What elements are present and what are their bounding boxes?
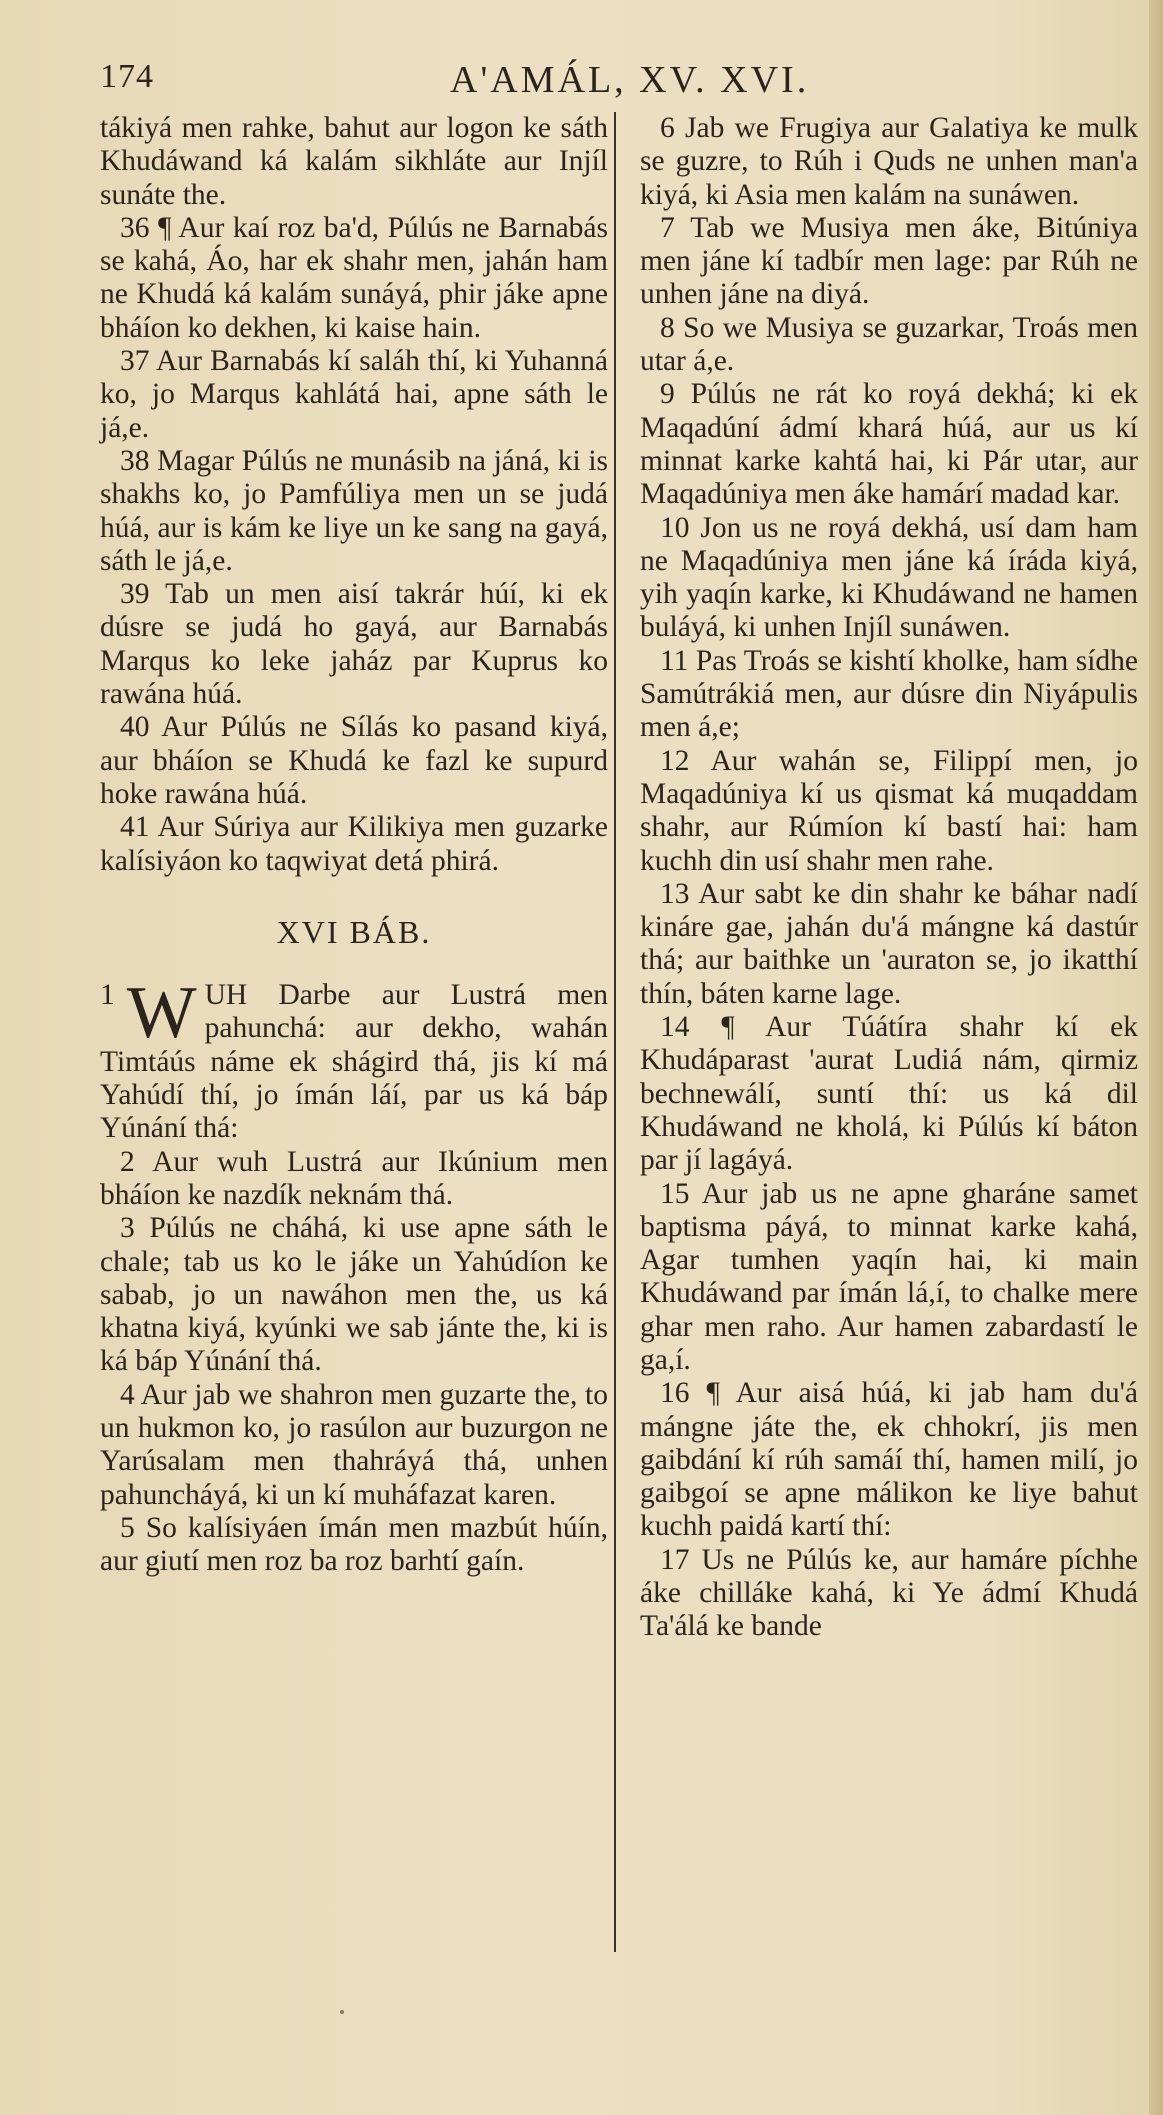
verse: 5 So kalísiyáen ímán men mazbút húín, aur giutí men roz ba roz barhtí gaín. bbox=[100, 1511, 608, 1578]
verse: 16 ¶ Aur aisá húá, ki jab ham du'á mángne játe the, ek chhokrí, jis men gaibdání kí rúh samáí thí, hamen milí, jo gaibgoí se apne málikon ke liye bahut kuchh paidá kartí thí: bbox=[640, 1377, 1138, 1543]
page-header bbox=[100, 58, 1130, 108]
left-column bbox=[100, 112, 608, 1578]
chapter-heading: XVI BÁB. bbox=[276, 913, 432, 950]
verse: 2 Aur wuh Lustrá aur Ikúnium men bháíon ke nazdík neknám thá. bbox=[100, 1145, 608, 1211]
page-number: 174 bbox=[100, 58, 154, 95]
verse: 11 Pas Troás se kishtí kholke, ham sídhe Samútrákiá men, aur dúsre din Niyápulis men á,e; bbox=[640, 644, 1138, 744]
running-title: A'AMÁL, XV. XVI. bbox=[450, 59, 810, 101]
verse: 36 ¶ Aur kaí roz ba'd, Púlús ne Barnabás se kahá, Áo, har ek shahr men, jahán ham ne Khudá ká kalám sunáyá, phir jáke apne bháíon ko dekhen, ki kaise hain. bbox=[100, 211, 608, 344]
verse: 7 Tab we Musiya men áke, Bitúniya men jáne kí tadbír men lage: par Rúh ne unhen jáne na diyá. bbox=[640, 211, 1138, 311]
verse: 17 Us ne Púlús ke, aur hamáre píchhe áke chilláke kahá, ki Ye ádmí Khudá Ta'álá ke bande bbox=[640, 1543, 1138, 1643]
verse: 6 Jab we Frugiya aur Galatiya ke mulk se guzre, to Rúh i Quds ne unhen man'a kiyá, ki Asia men kalám na sunáwen. bbox=[640, 112, 1138, 211]
first-verse bbox=[100, 972, 608, 1145]
verse: 12 Aur wahán se, Filippí men, jo Maqadúniya kí us qismat ká muqaddam shahr, aur Rúmíon kí bastí hai: ham kuchh din usí shahr men rahe. bbox=[640, 744, 1138, 877]
verse: 37 Aur Barnabás kí saláh thí, ki Yuhanná ko, jo Marqus kahlátá hai, apne sáth le já,e. bbox=[100, 345, 608, 444]
verse: 4 Aur jab we shahron men guzarte the, to un hukmon ko, jo rasúlon aur buzurgon ne Yarúsalam men thahráyá thá, unhen pahuncháyá, ki un kí muháfazat karen. bbox=[100, 1378, 608, 1511]
verse: 38 Magar Púlús ne munásib na jáná, ki is shakhs ko, jo Pamfúliya men un se judá húá, aur is kám ke liye un ke sang na gayá, sáth le já,e. bbox=[100, 444, 608, 577]
verse: 3 Púlús ne cháhá, ki use apne sáth le chale; tab us ko le jáke un Yahúdíon ke sabab, jo un nawáhon men the, us ká khatna kiyá, kyúnki we sab jánte the, ki is ká báp Yúnání thá. bbox=[100, 1212, 608, 1378]
verse: 10 Jon us ne royá dekhá, usí dam ham ne Maqadúniya men jáne ká íráda kiyá, yih yaqín karke, ki Khudáwand ne hamen buláyá, ki unhen Injíl sunáwen. bbox=[640, 511, 1138, 644]
ink-speck bbox=[340, 2010, 344, 2014]
drop-cap: W bbox=[126, 972, 197, 1055]
column-divider bbox=[614, 112, 616, 1952]
verse: 39 Tab un men aisí takrár húí, ki ek dúsre se judá ho gayá, aur Barnabás Marqus ko leke jaház par Kuprus ko rawána húá. bbox=[100, 578, 608, 711]
right-column bbox=[640, 112, 1138, 1644]
verse: 15 Aur jab us ne apne gharáne samet baptisma páyá, to minnat karke kahá, Agar tumhen yaqín hai, ki main Khudáwand par ímán lá,í, to chalke mere ghar men raho. Aur hamen zabardastí le ga,í. bbox=[640, 1177, 1138, 1376]
verse: 14 ¶ Aur Túátíra shahr kí ek Khudáparast 'aurat Ludiá nám, qirmiz bechnewálí, suntí thí: us ká dil Khudáwand ne kholá, ki Púlús kí báton par jí lagáyá. bbox=[640, 1011, 1138, 1177]
verse: 9 Púlús ne rát ko royá dekhá; ki ek Maqadúní ádmí khará húá, aur us kí minnat karke kahtá hai, ki Pár utar, aur Maqadúniya men áke hamárí madad kar. bbox=[640, 378, 1138, 511]
first-verse-number: 1 bbox=[100, 979, 115, 1012]
verse: 40 Aur Púlús ne Sílás ko pasand kiyá, aur bháíon se Khudá ke fazl ke supurd hoke rawána húá. bbox=[100, 711, 608, 810]
page-edge bbox=[1149, 0, 1163, 2115]
verse: 8 So we Musiya se guzarkar, Troás men utar á,e. bbox=[640, 311, 1138, 378]
verse: 13 Aur sabt ke din shahr ke báhar nadí kináre gae, jahán du'á mángne ká dastúr thá; aur baithke un 'auraton se, jo ikatthí thín, báten karne lage. bbox=[640, 877, 1138, 1010]
continuation-text: tákiyá men rahke, bahut aur logon ke sáth Khudáwand ká kalám sikhláte aur Injíl sunáte the. bbox=[100, 112, 608, 211]
verse: 41 Aur Súriya aur Kilikiya men guzarke kalísiyáon ko taqwiyat detá phirá. bbox=[100, 811, 608, 877]
first-verse-text: UH Darbe aur Lustrá men pahunchá: aur dekho, wahán Timtáús náme ek shágird thá, jis kí má Yahúdí thí, jo ímán láí, par us ká báp Yúnání thá: bbox=[100, 979, 608, 1145]
